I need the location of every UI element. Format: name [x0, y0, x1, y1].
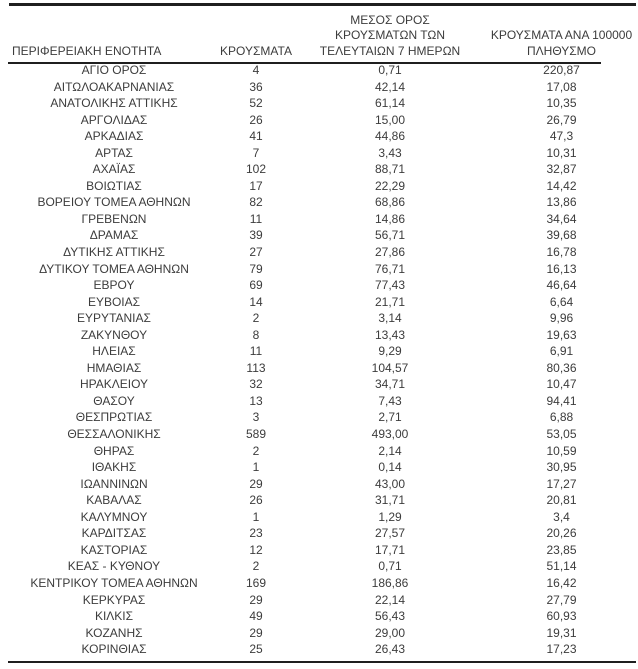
region-cell: ΚΕΑΣ - ΚΥΘΝΟΥ [67, 559, 161, 574]
region-cell: ΔΥΤΙΚΗΣ ΑΤΤΙΚΗΣ [63, 245, 165, 260]
per100k-cell: 17,08 [546, 79, 577, 94]
table-row [8, 161, 635, 178]
avg7days-cell: 27,86 [374, 245, 406, 260]
avg7days-cell: 186,86 [371, 575, 409, 590]
column-header-cases-label: ΚΡΟΥΣΜΑΤΑ [220, 43, 292, 58]
avg7days-cell: 21,71 [374, 294, 406, 309]
region-cell: ΒΟΡΕΙΟΥ ΤΟΜΕΑ ΑΘΗΝΩΝ [37, 195, 191, 210]
per100k-cell: 51,14 [546, 559, 577, 574]
avg7days-cell: 493,00 [371, 427, 409, 442]
table-row [8, 509, 635, 526]
region-cell: ΗΛΕΙΑΣ [92, 344, 136, 359]
region-cell: ΘΑΣΟΥ [93, 393, 135, 408]
avg7days-cell: 61,14 [374, 96, 406, 111]
table-row [8, 95, 635, 112]
cases-cell: 11 [249, 211, 263, 226]
region-cell: ΑΡΚΑΔΙΑΣ [84, 129, 144, 144]
region-cell: ΕΥΡΥΤΑΝΙΑΣ [77, 311, 151, 326]
region-cell: ΑΝΑΤΟΛΙΚΗΣ ΑΤΤΙΚΗΣ [50, 96, 178, 111]
avg7days-cell: 104,57 [371, 360, 409, 375]
cases-cell: 69 [249, 278, 263, 293]
table-row [8, 525, 635, 542]
avg7days-cell: 56,71 [374, 228, 406, 243]
per100k-cell: 39,68 [546, 228, 577, 243]
table-row [8, 194, 635, 211]
region-cell: ΖΑΚΥΝΘΟΥ [80, 327, 148, 342]
per100k-cell: 19,31 [546, 625, 577, 640]
region-cell: ΕΒΡΟΥ [93, 278, 135, 293]
table-row [8, 542, 635, 559]
table-body [8, 62, 635, 658]
avg7days-cell: 9,29 [378, 344, 402, 359]
avg7days-cell: 7,43 [378, 393, 402, 408]
per100k-cell: 16,13 [546, 261, 577, 276]
cases-cell: 41 [249, 129, 263, 144]
region-cell: ΔΡΑΜΑΣ [89, 228, 139, 243]
region-cell: ΘΕΣΣΑΛΟΝΙΚΗΣ [67, 427, 161, 442]
avg7days-cell: 14,86 [374, 211, 406, 226]
table-row [8, 360, 635, 377]
table-row [8, 492, 635, 509]
avg7days-cell: 56,43 [374, 609, 406, 624]
column-header-per100k-line2: ΠΛΗΘΥΣΜΟ [526, 43, 597, 58]
cases-cell: 12 [249, 542, 263, 557]
region-cell: ΚΟΖΑΝΗΣ [85, 625, 143, 640]
column-header-avg7days-line3: ΤΕΛΕΥΤΑΙΩΝ 7 ΗΜΕΡΩΝ [319, 43, 461, 58]
avg7days-cell: 22,14 [374, 592, 406, 607]
cases-cell: 1 [252, 460, 260, 475]
cases-cell: 39 [249, 228, 263, 243]
cases-cell: 13 [249, 393, 263, 408]
avg7days-cell: 15,00 [374, 112, 406, 127]
table-bottom-border [8, 661, 636, 663]
cases-cell: 52 [249, 96, 263, 111]
table-row [8, 393, 635, 410]
column-header-per100k [488, 4, 635, 62]
avg7days-cell: 2,71 [378, 410, 402, 425]
per100k-cell: 26,79 [546, 112, 577, 127]
per100k-cell: 20,26 [546, 526, 577, 541]
per100k-cell: 16,78 [546, 245, 577, 260]
table-row [8, 277, 635, 294]
region-cell: ΑΡΤΑΣ [95, 145, 133, 160]
cases-cell: 2 [252, 311, 260, 326]
table-row [8, 592, 635, 609]
column-header-avg7days [292, 4, 488, 62]
cases-cell: 29 [249, 592, 263, 607]
cases-cell: 7 [252, 145, 260, 160]
avg7days-cell: 0,71 [378, 559, 402, 574]
table-row [8, 128, 635, 145]
table-row [8, 343, 635, 360]
avg7days-cell: 27,57 [374, 526, 406, 541]
per100k-cell: 47,3 [549, 129, 574, 144]
per100k-cell: 3,4 [553, 509, 570, 524]
table-row [8, 327, 635, 344]
column-header-region [8, 4, 220, 62]
per100k-cell: 16,42 [546, 575, 577, 590]
table-row [8, 443, 635, 460]
per100k-cell: 6,88 [549, 410, 574, 425]
cases-cell: 3 [252, 410, 260, 425]
avg7days-cell: 13,43 [374, 327, 406, 342]
per100k-cell: 6,91 [549, 344, 574, 359]
region-cell: ΔΥΤΙΚΟΥ ΤΟΜΕΑ ΑΘΗΝΩΝ [39, 261, 189, 276]
table-row [8, 294, 635, 311]
cases-cell: 589 [245, 427, 267, 442]
region-cell: ΙΩΑΝΝΙΝΩΝ [80, 476, 148, 491]
avg7days-cell: 17,71 [374, 542, 406, 557]
per100k-cell: 220,87 [543, 63, 580, 77]
table-row [8, 79, 635, 96]
cases-cell: 25 [249, 642, 263, 657]
per100k-cell: 10,47 [546, 377, 577, 392]
table-row [8, 227, 635, 244]
cases-cell: 82 [249, 195, 263, 210]
cases-cell: 49 [249, 609, 263, 624]
column-header-avg7days-line2: ΚΡΟΥΣΜΑΤΩΝ ΤΩΝ [334, 28, 446, 42]
avg7days-cell: 3,14 [378, 311, 402, 326]
cases-cell: 169 [245, 575, 267, 590]
per100k-cell: 32,87 [546, 162, 577, 177]
cases-cell: 23 [249, 526, 263, 541]
region-cell: ΚΑΡΔΙΤΣΑΣ [81, 526, 147, 541]
per100k-cell: 6,64 [549, 294, 574, 309]
region-cell: ΑΙΤΩΛΟΑΚΑΡΝΑΝΙΑΣ [53, 79, 175, 94]
region-cell: ΚΕΝΤΡΙΚΟΥ ΤΟΜΕΑ ΑΘΗΝΩΝ [30, 575, 198, 590]
cases-cell: 4 [252, 63, 260, 77]
avg7days-cell: 34,71 [374, 377, 406, 392]
table-row [8, 211, 635, 228]
table-row [8, 625, 635, 642]
table-row [8, 575, 635, 592]
region-cell: ΘΗΡΑΣ [93, 443, 135, 458]
table-row [8, 376, 635, 393]
per100k-cell: 30,95 [546, 460, 577, 475]
avg7days-cell: 68,86 [374, 195, 406, 210]
region-cell: ΑΡΓΟΛΙΔΑΣ [80, 112, 148, 127]
per100k-cell: 9,96 [549, 311, 574, 326]
region-cell: ΗΜΑΘΙΑΣ [86, 360, 142, 375]
avg7days-cell: 22,29 [374, 178, 406, 193]
avg7days-cell: 3,43 [378, 145, 402, 160]
table-row [8, 62, 635, 79]
cases-cell: 2 [252, 559, 260, 574]
avg7days-cell: 1,29 [378, 509, 402, 524]
region-cell: ΚΑΣΤΟΡΙΑΣ [80, 542, 148, 557]
cases-cell: 26 [249, 112, 263, 127]
table-row [8, 310, 635, 327]
avg7days-cell: 44,86 [374, 129, 406, 144]
avg7days-cell: 76,71 [374, 261, 406, 276]
avg7days-cell: 29,00 [374, 625, 406, 640]
per100k-cell: 34,64 [546, 211, 577, 226]
per100k-cell: 10,35 [546, 96, 577, 111]
table-row [8, 112, 635, 129]
cases-cell: 1 [252, 509, 260, 524]
column-header-cases [220, 4, 292, 62]
table-row [8, 459, 635, 476]
cases-cell: 29 [249, 625, 263, 640]
region-cell: ΒΟΙΩΤΙΑΣ [86, 178, 142, 193]
per100k-cell: 46,64 [546, 278, 577, 293]
cases-cell: 11 [249, 344, 263, 359]
avg7days-cell: 42,14 [374, 79, 406, 94]
per100k-cell: 53,05 [546, 427, 577, 442]
region-cell: ΗΡΑΚΛΕΙΟΥ [79, 377, 149, 392]
table-row [8, 178, 635, 195]
table-row [8, 608, 635, 625]
cases-cell: 32 [249, 377, 263, 392]
cases-cell: 79 [249, 261, 263, 276]
region-cell: ΙΘΑΚΗΣ [91, 460, 137, 475]
table-row [8, 641, 635, 658]
avg7days-cell: 0,14 [378, 460, 402, 475]
per100k-cell: 10,31 [546, 145, 577, 160]
per100k-cell: 10,59 [546, 443, 577, 458]
per100k-cell: 13,86 [546, 195, 577, 210]
per100k-cell: 60,93 [546, 609, 577, 624]
per100k-cell: 27,79 [546, 592, 577, 607]
region-cell: ΚΟΡΙΝΘΙΑΣ [81, 642, 147, 657]
per100k-cell: 94,41 [546, 393, 577, 408]
cases-cell: 29 [249, 476, 263, 491]
table-row [8, 476, 635, 493]
per100k-cell: 23,85 [546, 542, 577, 557]
region-cell: ΚΑΒΑΛΑΣ [86, 493, 142, 508]
region-cell: ΘΕΣΠΡΩΤΙΑΣ [75, 410, 153, 425]
table-header-row [8, 4, 635, 62]
cases-cell: 36 [249, 79, 263, 94]
cases-cell: 17 [249, 178, 263, 193]
regional-cases-table [8, 4, 635, 658]
table-row [8, 261, 635, 278]
per100k-cell: 14,42 [546, 178, 577, 193]
per100k-cell: 19,63 [546, 327, 577, 342]
table-row [8, 244, 635, 261]
avg7days-cell: 2,14 [378, 443, 402, 458]
per100k-cell: 17,23 [546, 642, 577, 657]
per100k-cell: 20,81 [546, 493, 577, 508]
region-cell: ΓΡΕΒΕΝΩΝ [81, 211, 147, 226]
cases-cell: 27 [249, 245, 263, 260]
cases-cell: 26 [249, 493, 263, 508]
cases-cell: 113 [246, 360, 266, 375]
region-cell: ΕΥΒΟΙΑΣ [87, 294, 141, 309]
cases-cell: 2 [252, 443, 260, 458]
region-cell: ΑΓΙΟ ΟΡΟΣ [81, 63, 147, 77]
table-header [8, 4, 635, 62]
column-header-region-label: ΠΕΡΙΦΕΡΕΙΑΚΗ ΕΝΟΤΗΤΑ [12, 43, 162, 58]
cases-cell: 8 [252, 327, 260, 342]
table-row [8, 145, 635, 162]
avg7days-cell: 77,43 [374, 278, 406, 293]
avg7days-cell: 43,00 [374, 476, 406, 491]
cases-cell: 14 [249, 294, 263, 309]
table-row [8, 409, 635, 426]
region-cell: ΑΧΑΪΑΣ [92, 162, 136, 177]
table-row [8, 558, 635, 575]
cases-cell: 102 [245, 162, 267, 177]
region-cell: ΚΕΡΚΥΡΑΣ [82, 592, 146, 607]
region-cell: ΚΙΛΚΙΣ [94, 609, 134, 624]
column-header-avg7days-line1: ΜΕΣΟΣ ΟΡΟΣ [350, 12, 430, 27]
region-cell: ΚΑΛΥΜΝΟΥ [80, 509, 148, 524]
per100k-cell: 17,27 [546, 476, 577, 491]
column-header-per100k-line1: ΚΡΟΥΣΜΑΤΑ ΑΝΑ 100000 [490, 28, 633, 42]
per100k-cell: 80,36 [546, 360, 577, 375]
avg7days-cell: 88,71 [374, 162, 406, 177]
avg7days-cell: 31,71 [374, 493, 406, 508]
table-row [8, 426, 635, 443]
avg7days-cell: 26,43 [374, 642, 406, 657]
avg7days-cell: 0,71 [378, 63, 402, 77]
